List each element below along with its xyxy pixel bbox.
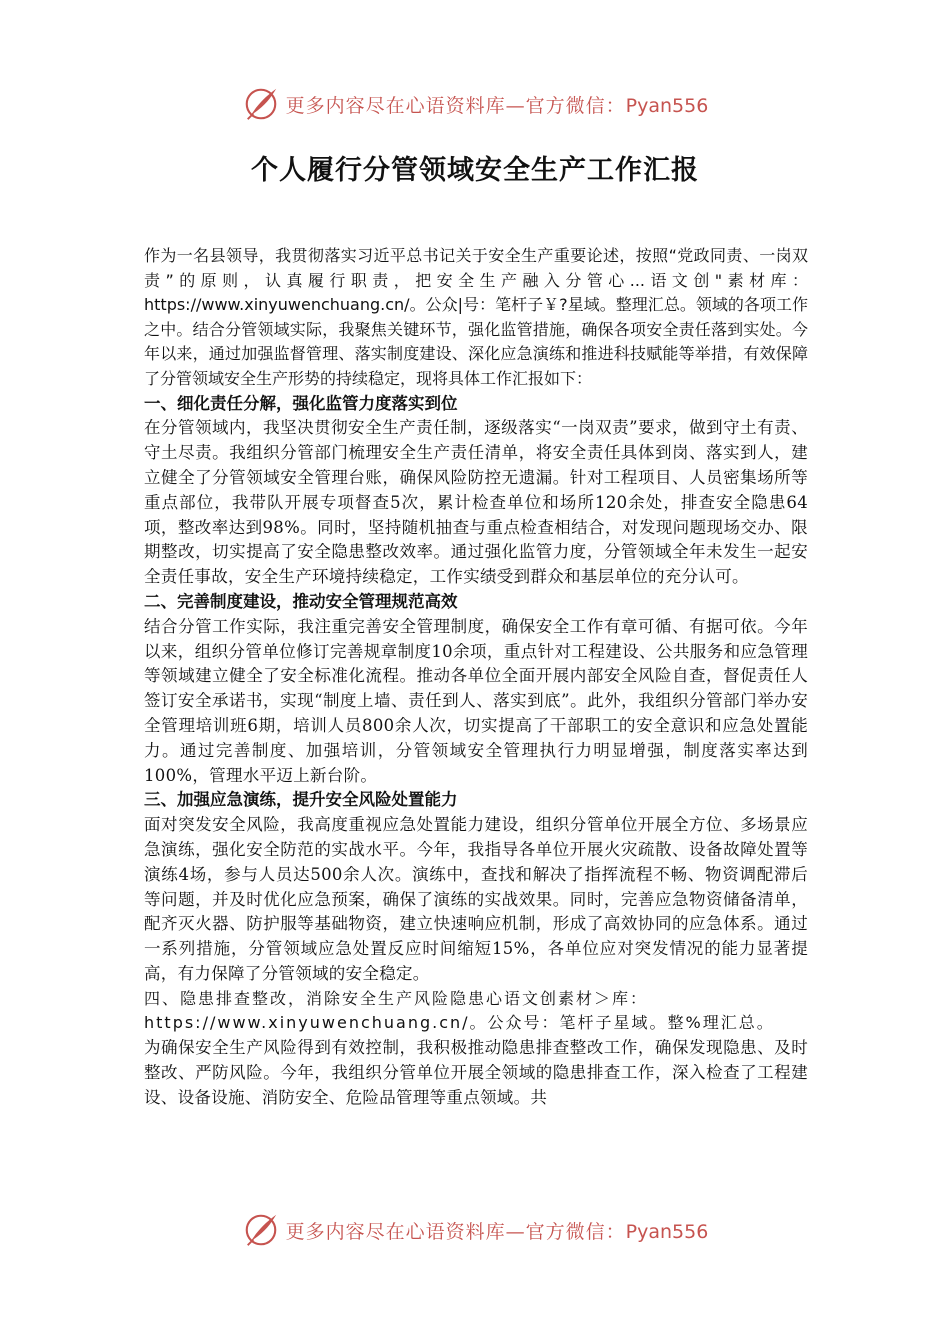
section-1-body: 在分管领域内，我坚决贯彻安全生产责任制，逐级落实“一岗双责”要求，做到守土有责、守土尽责。我组织分管部门梳理安全生产责任清单，将安全责任具体到岗、落实到人，建立健全了分管领域安全管理台账，确保风险防控无遗漏。针对工程项目、人员密集场所等重点部位，我带队开展专项督查5次，累计检查单位和场所120余处，排查安全隐患64项，整改率达到98%。同时，坚持随机抽查与重点检查相结合，对发现问题现场交办、限期整改，切实提高了安全隐患整改效率。通过强化监管力度，分管领域全年未发生一起安全责任事故，安全生产环境持续稳定，工作实绩受到群众和基层单位的充分认可。 — [144, 418, 808, 587]
banner-text: 更多内容尽在心语资料库—官方微信：Pyan556 — [285, 94, 709, 117]
section-2-heading: 二、完善制度建设，推动安全管理规范高效 — [144, 591, 458, 611]
section-2-body: 结合分管工作实际，我注重完善安全管理制度，确保安全工作有章可循、有据可依。今年以来，组织分管单位修订完善规章制度10余项，重点针对工程建设、公共服务和应急管理等领域建立健全了安全标准化流程。推动各单位全面开展内部安全风险自查，督促责任人签订安全承诺书，实现“制度上墙、责任到人、落实到底”。此外，我组织分管部门举办安全管理培训班6期，培训人员800余人次，切实提高了干部职工的安全意识和应急处置能力。通过完善制度、加强培训，分管领域安全管理执行力明显增强，制度落实率达到100%，管理水平迈上新台阶。 — [144, 616, 808, 785]
section-3-body: 面对突发安全风险，我高度重视应急处置能力建设，组织分管单位开展全方位、多场景应急演练，强化安全防范的实战水平。今年，我指导各单位开展火灾疏散、设备故障处置等演练4场，参与人员达500余人次。演练中，查找和解决了指挥流程不畅、物资调配滞后等问题，并及时优化应急预案，确保了演练的实战效果。同时，完善应急物资储备清单，配齐灭火器、防护服等基础物资，建立快速响应机制，形成了高效协同的应急体系。通过一系列措施，分管领域应急处置反应时间缩短15%，各单位应对突发情况的能力显著提高，有力保障了分管领域的安全稳定。 — [144, 815, 808, 983]
banner-text: 更多内容尽在心语资料库—官方微信：Pyan556 — [285, 1220, 709, 1243]
section-1-heading: 一、细化责任分解，强化监管力度落实到位 — [144, 393, 458, 413]
intro-paragraph: 作为一名县领导，我贯彻落实习近平总书记关于安全生产重要论述，按照“党政同责、一岗双责”的原则，认真履行职责，把安全生产融入分管心...语文创"素材库：https://www.xinyuwenchuang.cn/。公众|号：笔杆子￥?星域。整理汇总。领域的各项工作之中。结合分管领域实际，我聚焦关键环节，强化监管措施，确保各项安全责任落到实处。今年以来，通过加强监督管理、落实制度建设、深化应急演练和推进科技赋能等举措，有效保障了分管领域安全生产形势的持续稳定，现将具体工作汇报如下： — [144, 246, 808, 388]
wechat-id: Pyan556 — [625, 94, 709, 117]
page-title: 个人履行分管领域安全生产工作汇报 — [251, 155, 699, 186]
header-banner — [0, 82, 950, 126]
footer-banner — [0, 1208, 950, 1252]
section-4-body: 为确保安全生产风险得到有效控制，我积极推动隐患排查整改工作，确保发现隐患、及时整改、严防风险。今年，我组织分管单位开展全领域的隐患排查工作，深入检查了工程建设、设备设施、消防安全、危险品管理等重点领域。共 — [144, 1038, 808, 1107]
section-4-heading: 四、隐患排查整改，消除安全生产风险隐患心语文创素材＞库：https://www.xinyuwenchuang.cn/。公众号：笔杆子星域。整%理汇总。 — [144, 988, 775, 1033]
wechat-id: Pyan556 — [625, 1220, 709, 1243]
quill-logo-icon — [242, 85, 280, 123]
document-body — [144, 244, 808, 1111]
section-3-heading: 三、加强应急演练，提升安全风险处置能力 — [144, 790, 458, 810]
quill-logo-icon — [242, 1211, 280, 1249]
